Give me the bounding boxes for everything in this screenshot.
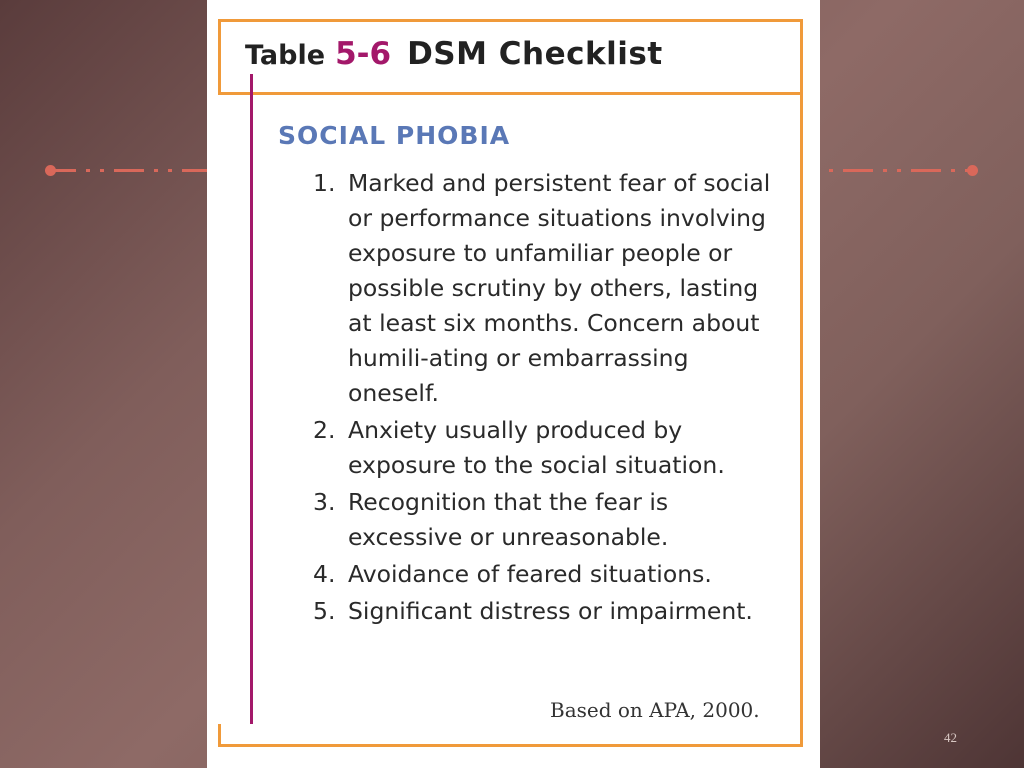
decorative-dash-line-right xyxy=(815,169,978,172)
table-label: Table xyxy=(245,40,326,71)
criterion-item xyxy=(313,594,783,629)
criterion-text: Anxiety usually produced by exposure to the social situation. xyxy=(348,416,725,479)
criterion-number: 3. xyxy=(313,488,336,516)
decorative-dot-left xyxy=(45,165,56,176)
table-name: DSM Checklist xyxy=(407,36,663,72)
criterion-text: Recognition that the fear is excessive or unreasonable. xyxy=(348,488,669,551)
decorative-dash-line-left xyxy=(46,169,211,172)
criterion-number: 5. xyxy=(313,597,336,625)
criterion-number: 1. xyxy=(313,169,336,197)
criterion-text: Avoidance of feared situations. xyxy=(348,560,712,588)
table-frame-left-corner xyxy=(218,724,221,746)
slide-number: 42 xyxy=(944,730,957,745)
criterion-item xyxy=(313,413,783,483)
criterion-text: Marked and persistent fear of social or performance situations involving exposure to unfamiliar people or possible scrutiny by others, lasting at least six months. Concern about humili-ating or embarrassing oneself. xyxy=(348,169,771,407)
table-title xyxy=(245,36,663,72)
criterion-number: 2. xyxy=(313,416,336,444)
accent-vertical-bar xyxy=(250,74,253,724)
table-number: 5-6 xyxy=(335,36,392,72)
criterion-item xyxy=(313,557,783,592)
criteria-list xyxy=(313,166,783,631)
dsm-checklist-table xyxy=(207,0,820,768)
decorative-dot-right xyxy=(967,165,978,176)
table-frame-bottom xyxy=(218,744,803,747)
table-frame-right xyxy=(800,92,803,747)
criterion-item xyxy=(313,485,783,555)
section-heading: SOCIAL PHOBIA xyxy=(278,121,511,150)
criterion-item xyxy=(313,166,783,411)
criterion-text: Significant distress or impairment. xyxy=(348,597,753,625)
source-citation: Based on APA, 2000. xyxy=(550,698,760,722)
criterion-number: 4. xyxy=(313,560,336,588)
